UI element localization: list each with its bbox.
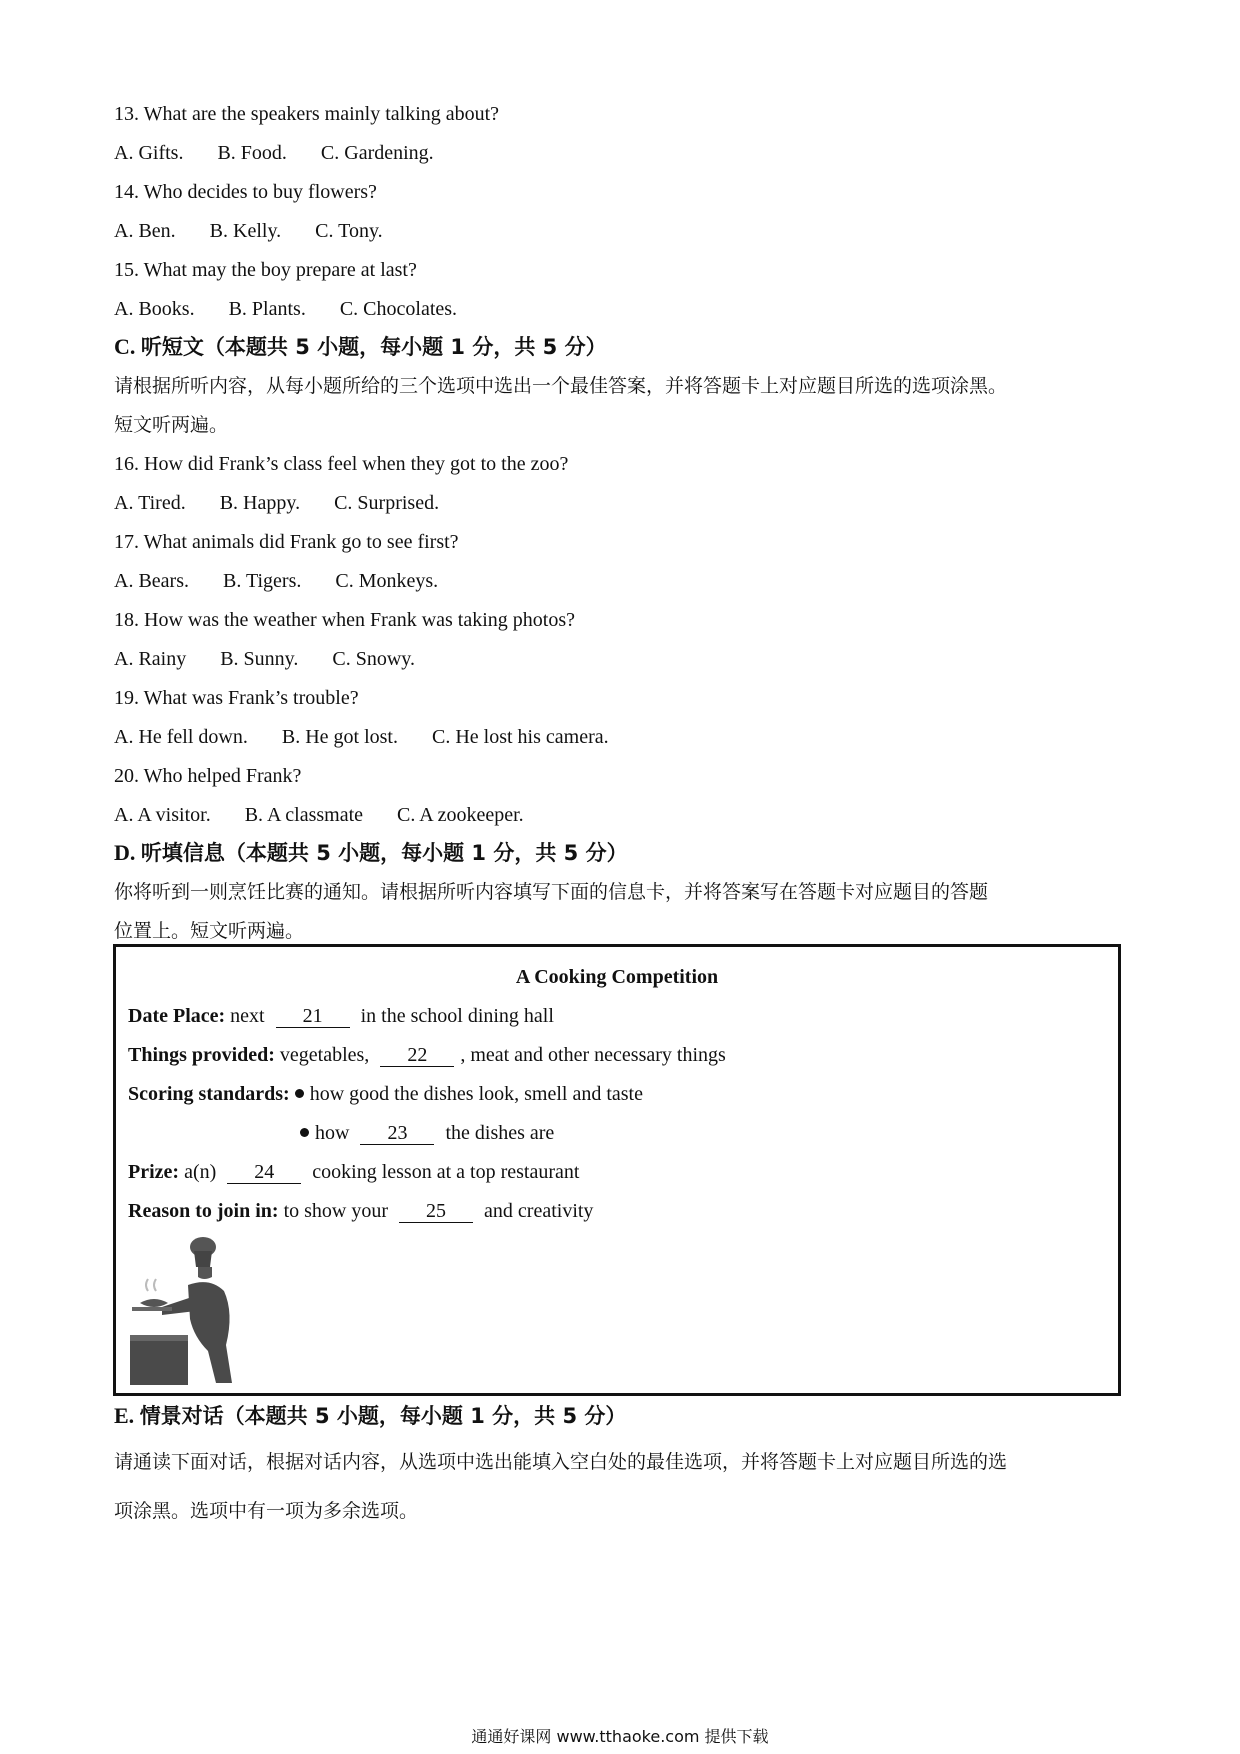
option: B. Plants. [228,298,306,320]
section-title: 情景对话（本题共 5 小题，每小题 1 分，共 5 分） [139,1404,627,1428]
section-e-heading [114,1402,626,1430]
option: A. He fell down. [114,726,248,748]
row-label: Prize: [128,1161,180,1183]
question-14: 14. Who decides to buy flowers? [114,181,377,203]
section-letter: E. [114,1403,135,1428]
page-footer: 通通好课网 www.tthaoke.com 提供下载 [471,1727,769,1746]
question-16: 16. How did Frank’s class feel when they got to the zoo? [114,453,569,475]
question-13-options [114,139,468,167]
card-row-scoring-2 [300,1119,554,1147]
option: B. He got lost. [281,726,398,748]
option: C. Snowy. [332,648,415,670]
section-c-heading [114,333,607,361]
question-20-options [114,801,558,829]
option: A. Books. [114,298,195,320]
option: A. Bears. [114,570,189,592]
option: C. Tony. [315,220,383,242]
option: B. Sunny. [220,648,299,670]
row-text: a(n) [184,1161,217,1183]
question-15: 15. What may the boy prepare at last? [114,259,417,281]
row-label: Reason to join in: [128,1200,279,1222]
row-text: vegetables, [279,1044,370,1066]
blank-23[interactable]: 23 [360,1122,434,1145]
option: A. Gifts. [114,142,184,164]
question-15-options [114,295,491,323]
option: B. Food. [217,142,287,164]
row-label: Scoring standards: [128,1083,290,1105]
card-row-prize [128,1158,579,1186]
row-text: to show your [283,1200,389,1222]
bullet-icon [295,1089,304,1098]
section-d-heading [114,839,628,867]
option: A. A visitor. [114,804,211,826]
row-text: the dishes are [445,1122,555,1144]
question-19: 19. What was Frank’s trouble? [114,687,359,709]
option: C. Monkeys. [335,570,439,592]
option: A. Rainy [114,648,187,670]
question-18: 18. How was the weather when Frank was taking photos? [114,609,576,631]
bullet-icon [300,1128,309,1137]
card-row-scoring [128,1080,643,1108]
question-17: 17. What animals did Frank go to see first? [114,531,459,553]
section-c-instruction: 请根据所听内容，从每小题所给的三个选项中选出一个最佳答案，并将答题卡上对应题目所选的选项涂黑。 [114,375,1008,397]
card-row-things [128,1041,726,1069]
section-c-instruction-2: 短文听两遍。 [114,414,229,436]
question-20: 20. Who helped Frank? [114,765,302,787]
blank-25[interactable]: 25 [399,1200,473,1223]
row-text: cooking lesson at a top restaurant [312,1161,580,1183]
question-18-options [114,645,449,673]
option: C. A zookeeper. [397,804,524,826]
blank-22[interactable]: 22 [380,1044,454,1067]
question-17-options [114,567,472,595]
option: B. Kelly. [209,220,282,242]
card-row-reason [128,1197,593,1225]
section-e-instruction-2: 项涂黑。选项中有一项为多余选项。 [114,1500,419,1522]
section-d-instruction-2: 位置上。短文听两遍。 [114,920,305,942]
question-19-options [114,723,643,751]
option: B. Happy. [219,492,301,514]
section-letter: D. [114,840,136,865]
question-13: 13. What are the speakers mainly talking about? [114,103,500,125]
blank-21[interactable]: 21 [276,1005,350,1028]
info-card [113,944,1121,1396]
option: A. Ben. [114,220,176,242]
row-text: and creativity [484,1200,594,1222]
row-text: how [315,1122,350,1144]
option: B. A classmate [244,804,364,826]
option: C. He lost his camera. [431,726,609,748]
card-title: A Cooking Competition [515,966,719,988]
option: C. Gardening. [320,142,434,164]
blank-24[interactable]: 24 [227,1161,301,1184]
row-text: how good the dishes look, smell and taste [309,1083,643,1105]
row-text: in the school dining hall [360,1005,554,1027]
option: B. Tigers. [222,570,302,592]
row-label: Things provided: [128,1044,275,1066]
section-d-instruction: 你将听到一则烹饪比赛的通知。请根据所听内容填写下面的信息卡，并将答案写在答题卡对应题目的答题 [114,881,989,903]
section-e-instruction: 请通读下面对话，根据对话内容，从选项中选出能填入空白处的最佳选项，并将答题卡上对应题目所选的选 [114,1451,1008,1473]
question-16-options [114,489,473,517]
row-label: Date Place: [128,1005,226,1027]
section-letter: C. [114,334,136,359]
card-row-date [128,1002,554,1030]
section-title: 听填信息（本题共 5 小题，每小题 1 分，共 5 分） [140,841,628,865]
row-text: , meat and other necessary things [460,1044,726,1066]
option: C. Surprised. [334,492,440,514]
chef-cooking-icon [128,1233,248,1388]
option: C. Chocolates. [339,298,458,320]
row-text: next [230,1005,265,1027]
section-title: 听短文（本题共 5 小题，每小题 1 分，共 5 分） [140,335,607,359]
question-14-options [114,217,417,245]
option: A. Tired. [114,492,186,514]
